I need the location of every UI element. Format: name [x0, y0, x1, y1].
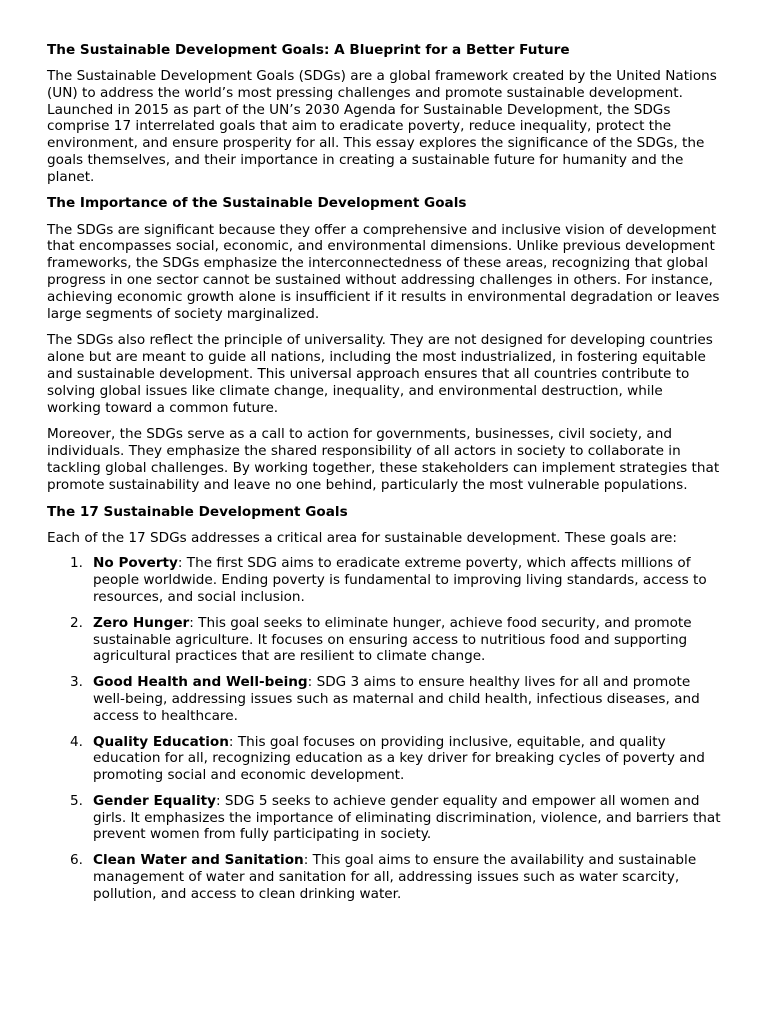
list-item	[47, 793, 721, 843]
document-page	[47, 42, 721, 912]
importance-heading: The Importance of the Sustainable Development Goals	[47, 194, 467, 211]
list-item-number: 2.	[70, 614, 83, 631]
list-item-number: 3.	[70, 674, 83, 691]
goal-description: : SDG 5 seeks to achieve gender equality and empower all women and girls. It emphasizes the importance of eliminating discrimination, violence, and barriers that prevent women from fully participating in society.	[93, 792, 721, 843]
goal-name: Good Health and Well-being	[93, 674, 308, 691]
goal-name: No Poverty	[93, 555, 178, 572]
intro-paragraph: The Sustainable Development Goals (SDGs) are a global framework created by the United Nations (UN) to address the world’s most pressing challenges and promote sustainable development. Launched in 2015 as part of the UN’s 2030 Agenda for Sustainable Development, the SDGs comprise 17 interrelated goals that aim to eradicate poverty, reduce inequality, protect the environment, and ensure prosperity for all. This essay explores the significance of the SDGs, the goals themselves, and their importance in creating a sustainable future for humanity and the planet.	[47, 68, 717, 185]
goal-description: : This goal aims to ensure the availability and sustainable management of water and sanitation for all, addressing issues such as water scarcity, pollution, and access to clean drinking water.	[93, 852, 697, 902]
list-item-number: 6.	[70, 852, 83, 869]
list-item	[47, 555, 721, 605]
goals-lead-paragraph: Each of the 17 SDGs addresses a critical area for sustainable development. These goals are:	[47, 529, 677, 546]
document-title: The Sustainable Development Goals: A Blueprint for a Better Future	[47, 42, 570, 58]
goal-description: : This goal focuses on providing inclusive, equitable, and quality education for all, recognizing education as a key driver for breaking cycles of poverty and promoting social and economic development.	[93, 733, 705, 784]
list-item	[47, 674, 721, 724]
list-item	[47, 852, 721, 902]
importance-paragraph: The SDGs also reflect the principle of universality. They are not designed for developing countries alone but are meant to guide all nations, including the most industrialized, in fostering equitable and sustainable development. This universal approach ensures that all countries contribute to solving global issues like climate change, inequality, and environmental destruction, while working toward a common future.	[47, 332, 713, 416]
list-item	[47, 734, 721, 784]
goal-description: : The first SDG aims to eradicate extreme poverty, which affects millions of people worldwide. Ending poverty is fundamental to improving living standards, access to resources, and social inclusion.	[93, 555, 707, 605]
goal-name: Zero Hunger	[93, 614, 190, 631]
goals-heading: The 17 Sustainable Development Goals	[47, 503, 348, 520]
goals-list	[47, 555, 721, 902]
goal-name: Clean Water and Sanitation	[93, 852, 304, 869]
list-item-number: 4.	[70, 733, 83, 750]
list-item	[47, 615, 721, 665]
importance-paragraph: Moreover, the SDGs serve as a call to action for governments, businesses, civil society, and individuals. They emphasize the shared responsibility of all actors in society to collaborate in tackling global challenges. By working together, these stakeholders can implement strategies that promote sustainability and leave no one behind, particularly the most vulnerable populations.	[47, 426, 720, 493]
list-item-number: 5.	[70, 792, 83, 809]
goal-description: : This goal seeks to eliminate hunger, achieve food security, and promote sustainable agriculture. It focuses on ensuring access to nutritious food and supporting agricultural practices that are resilient to climate change.	[93, 614, 692, 665]
importance-paragraph: The SDGs are significant because they offer a comprehensive and inclusive vision of development that encompasses social, economic, and environmental dimensions. Unlike previous development frameworks, the SDGs emphasize the interconnectedness of these areas, recognizing that global progress in one sector cannot be sustained without addressing challenges in others. For instance, achieving economic growth alone is insufficient if it results in environmental degradation or leaves large segments of society marginalized.	[47, 221, 720, 322]
list-item-number: 1.	[70, 555, 83, 572]
goal-name: Gender Equality	[93, 792, 216, 809]
goal-name: Quality Education	[93, 733, 229, 750]
goal-description: : SDG 3 aims to ensure healthy lives for all and promote well-being, addressing issues such as maternal and child health, infectious diseases, and access to healthcare.	[93, 674, 700, 724]
